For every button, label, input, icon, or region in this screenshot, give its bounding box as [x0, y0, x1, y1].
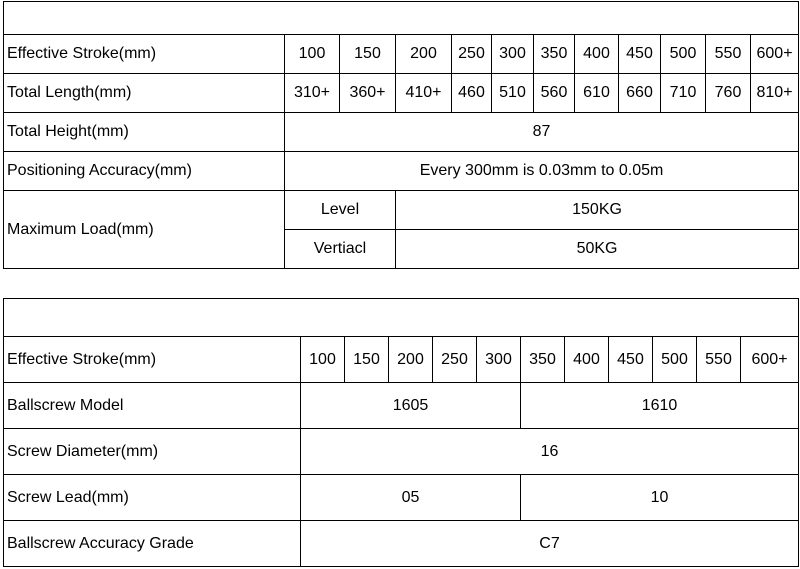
table-row	[4, 429, 799, 475]
stroke-value: 150	[340, 35, 396, 74]
total-height-label: Total Height(mm)	[4, 113, 285, 152]
table-row	[4, 521, 799, 567]
stroke-value: 500	[653, 337, 697, 383]
stroke-value: 200	[389, 337, 433, 383]
length-value: 810+	[751, 74, 799, 113]
length-value: 510	[492, 74, 534, 113]
screw-lead-value: 10	[521, 475, 799, 521]
accuracy-grade-label: Ballscrew Accuracy Grade	[4, 521, 301, 567]
load-vertical-label: Vertiacl	[285, 230, 396, 269]
load-level-value: 150KG	[396, 191, 799, 230]
specs-table-ballscrew	[3, 298, 799, 567]
stroke-value: 200	[396, 35, 452, 74]
table-row	[4, 113, 799, 152]
stroke-value: 500	[661, 35, 706, 74]
positioning-accuracy-label: Positioning Accuracy(mm)	[4, 152, 285, 191]
table-row	[4, 475, 799, 521]
table-row	[4, 35, 799, 74]
stroke-value: 300	[492, 35, 534, 74]
table-row	[4, 383, 799, 429]
accuracy-grade-value: C7	[301, 521, 799, 567]
specs-table-dimensions	[3, 1, 799, 269]
length-value: 460	[452, 74, 492, 113]
stroke-value: 450	[609, 337, 653, 383]
total-length-label: Total Length(mm)	[4, 74, 285, 113]
table-title-row	[4, 2, 799, 35]
stroke-value: 400	[575, 35, 619, 74]
table-title-row	[4, 299, 799, 337]
table-title	[4, 2, 799, 35]
load-vertical-value: 50KG	[396, 230, 799, 269]
stroke-value: 450	[619, 35, 661, 74]
screw-diameter-label: Screw Diameter(mm)	[4, 429, 301, 475]
length-value: 710	[661, 74, 706, 113]
stroke-value: 250	[452, 35, 492, 74]
effective-stroke-label: Effective Stroke(mm)	[4, 337, 301, 383]
stroke-value: 600+	[751, 35, 799, 74]
stroke-value: 100	[285, 35, 340, 74]
stroke-value: 250	[433, 337, 477, 383]
table-row	[4, 152, 799, 191]
load-level-label: Level	[285, 191, 396, 230]
effective-stroke-label: Effective Stroke(mm)	[4, 35, 285, 74]
stroke-value: 350	[534, 35, 575, 74]
length-value: 760	[706, 74, 751, 113]
screw-diameter-value: 16	[301, 429, 799, 475]
stroke-value: 100	[301, 337, 345, 383]
length-value: 560	[534, 74, 575, 113]
ballscrew-model-label: Ballscrew Model	[4, 383, 301, 429]
stroke-value: 400	[565, 337, 609, 383]
table-row	[4, 191, 799, 230]
stroke-value: 550	[697, 337, 741, 383]
screw-lead-value: 05	[301, 475, 521, 521]
table-row	[4, 74, 799, 113]
ballscrew-model-value: 1605	[301, 383, 521, 429]
stroke-value: 600+	[741, 337, 799, 383]
stroke-value: 350	[521, 337, 565, 383]
length-value: 610	[575, 74, 619, 113]
table-title	[4, 299, 799, 337]
stroke-value: 300	[477, 337, 521, 383]
length-value: 660	[619, 74, 661, 113]
stroke-value: 550	[706, 35, 751, 74]
ballscrew-model-value: 1610	[521, 383, 799, 429]
length-value: 360+	[340, 74, 396, 113]
screw-lead-label: Screw Lead(mm)	[4, 475, 301, 521]
positioning-accuracy-value: Every 300mm is 0.03mm to 0.05m	[285, 152, 799, 191]
stroke-value: 150	[345, 337, 389, 383]
table-row	[4, 337, 799, 383]
length-value: 310+	[285, 74, 340, 113]
length-value: 410+	[396, 74, 452, 113]
maximum-load-label: Maximum Load(mm)	[4, 191, 285, 269]
total-height-value: 87	[285, 113, 799, 152]
